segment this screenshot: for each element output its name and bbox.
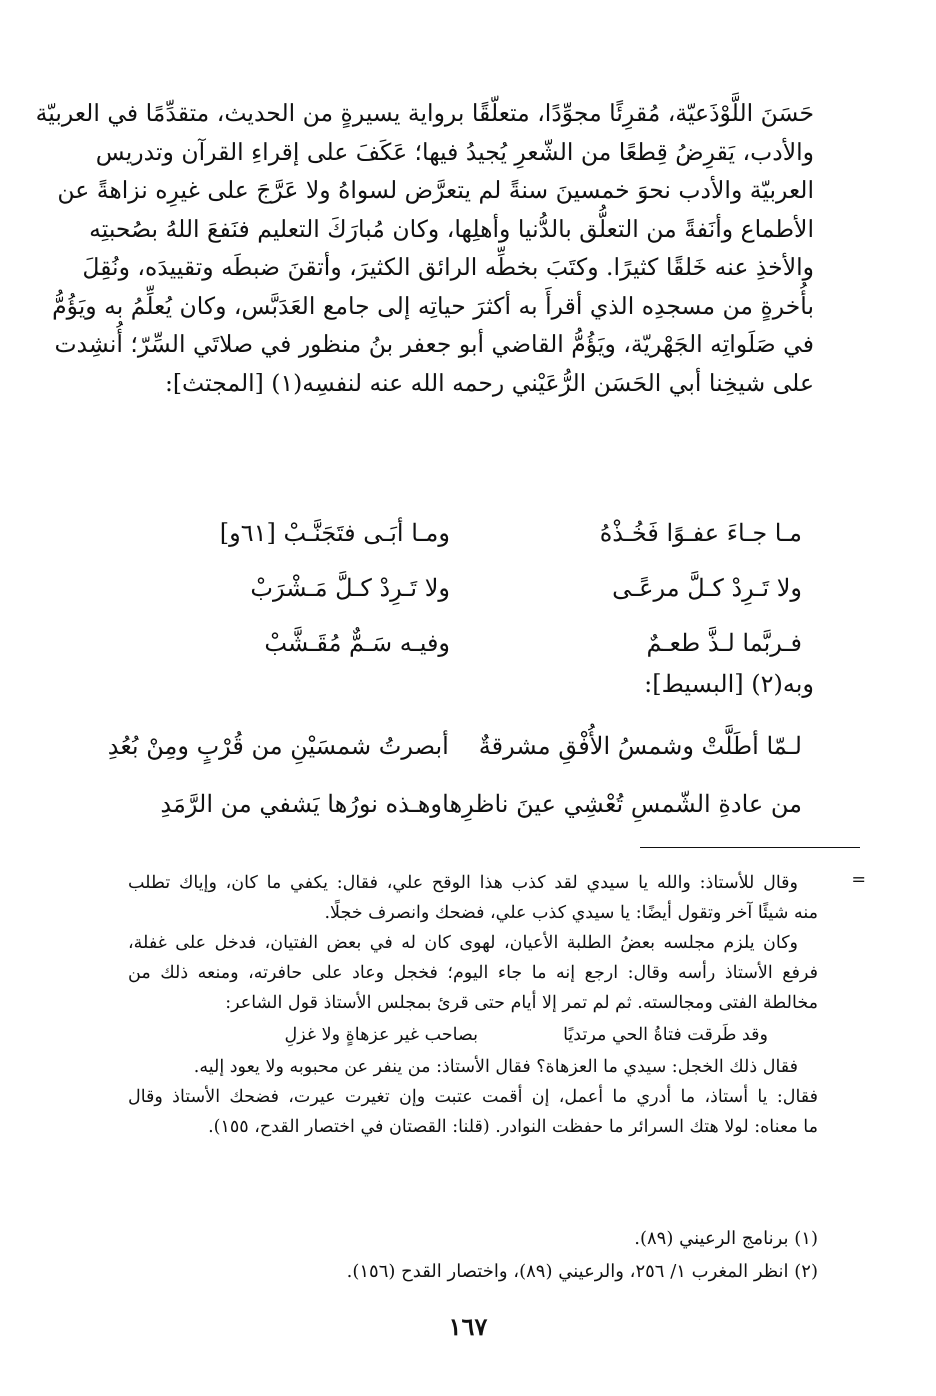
note-line: منه شيئًا آخر وتقول أيضًا: يا سيدي كذب علي، فضحك وانصرف خجلًا. [324,903,818,923]
poem-verse [128,560,814,615]
text-line: والأدب، يَقرِضُ قِطعًا من الشّعرِ يُجيدُ فيها؛ عَكَفَ على إقراءِ القرآن وتدريس [95,137,814,166]
second-hemistich: بصاحب غير عزهاةٍ ولا غزلِ [284,1025,478,1045]
note-line: فقال ذلك الخجل: سيدي ما العزهاة؟ فقال الأستاذ: من ينفر عن محبوبه ولا يعود إليه. [193,1057,798,1077]
note-line: وكان يلزم مجلسه بعضُ الطلبة الأعيان، لهوى كان له في بعض الفتيان، فدخل على غفلة، [128,933,798,953]
poem-verse [107,717,814,775]
poem-basit [107,717,814,833]
text-line: العربيّة والأدب نحوَ خمسينَ سنةً لم يتعرَّض لسواهُ ولا عَرَّجَ على غيرِه نزاهةً عن [57,176,814,204]
second-hemistich: ومـا أبَـى فتَجَنَّـبْ [٦١و] [219,518,450,547]
first-hemistich: مـا جـاءَ عفـوًا فَخُـذْهُ [599,518,802,547]
text-line: الأطماع وأنَفةً من التعلُّق بالدُّنيا وأهلِها، وكان مُبارَكَ التعليم فنَفعَ اللهُ بصُحبتِه [89,214,814,243]
note-line: فقال: يا أستاذ، ما أدري ما أعمل، إن أقمت عتبت وإن تغيرت عيرت، فضحك الأستاذ وقال [128,1087,818,1107]
second-hemistich: وهـذه نورُها يَشفي من الرَّمَدِ [160,790,442,818]
footnotes [128,1222,818,1288]
note-line: وقال للأستاذ: والله يا سيدي لقد كذب هذا الوقح علي، فقال: يكفي ما كان، وإياك تطلب [128,873,798,893]
first-hemistich: فـربَّما لـذَّ طعـمٌ [646,628,802,657]
first-hemistich: من عادةِ الشّمسِ تُعْشِي عينَ ناظرِها [442,790,802,818]
footnote-divider [640,847,860,848]
main-text [35,94,814,402]
second-hemistich: ولا تَـرِدْ كـلَّ مَـشْرَبْ [250,573,450,602]
poem-verse [128,505,814,560]
meter-label: وبه(٢) [البسيط]: [644,670,814,698]
second-hemistich: وفيـه سَـمٌّ مُقَـشَّبْ [264,628,450,657]
text-line: في صَلَواتِه الجَهْريّة، ويَؤُمُّ القاضي أبو جعفر بنُ منظور في صلاتَي السِّرّ؛ أُنشِدت [54,330,814,358]
footnote-continuation [128,868,818,1142]
text-line: بأُخرةٍ من مسجدِه الذي أقرأَ به أكثرَ حياتِه إلى جامع العَدَبَّس، وكان يُعلِّمُ به ويَؤُمُّ [52,291,814,320]
first-hemistich: لـمّا أطَلَّتْ وشمسُ الأُفْقِ مشرقةٌ [478,732,802,760]
note-line: فرفع الأستاذ رأسه وقال: ارجع إنه ما جاء اليوم؛ فخجل وعاد على حافرته، ومنعه ذلك من [128,963,818,983]
text-line: على شيخِنا أبي الحَسَن الرُّعَيْني رحمه الله عنه لنفسِه(١) [المجتث]: [164,368,814,397]
poem-verse [128,775,814,833]
text-line: حَسَنَ اللَّوْذَعيّة، مُقرِئًا مجوِّدًا، متعلّقًا برواية يسيرةٍ من الحديث، متقدِّمًا في العربيّة [35,99,814,127]
note-line: ما معناه: لولا هتك السرائر ما حفظت النوادر. (قلنا: القصتان في اختصار القدح، ١٥٥). [208,1117,818,1137]
footnote-2: (٢) انظر المغرب ١/ ٢٥٦، والرعيني (٨٩)، واختصار القدح (١٥٦). [346,1261,818,1282]
second-hemistich: أبصرتُ شمسَيْنِ من قُرْبٍ ومِنْ بُعُدِ [107,732,449,760]
continuation-mark: = [851,870,866,890]
first-hemistich: وقد طَرقت فتاةُ الحي مرتديًا [563,1025,768,1045]
note-line: مخالطة الفتى ومجالسته. ثم لم تمر إلا أيام حتى قرئ بمجلس الأستاذ قول الشاعر: [225,993,818,1013]
poem-verse [128,615,814,670]
poem-mujtathth [128,505,814,670]
page-number: ١٦٧ [448,1312,488,1341]
first-hemistich: ولا تَـرِدْ كـلَّ مرعًـى [612,573,802,602]
text-line: والأخذِ عنه خَلقًا كثيرًا. وكتَبَ بخطِّه الرائق الكثيرَ، وأتقنَ ضبطَه وتقييدَه، ونُقِلَ [82,253,814,281]
note-verse [128,1018,818,1052]
footnote-1: (١) برنامج الرعيني (٨٩). [634,1228,818,1249]
